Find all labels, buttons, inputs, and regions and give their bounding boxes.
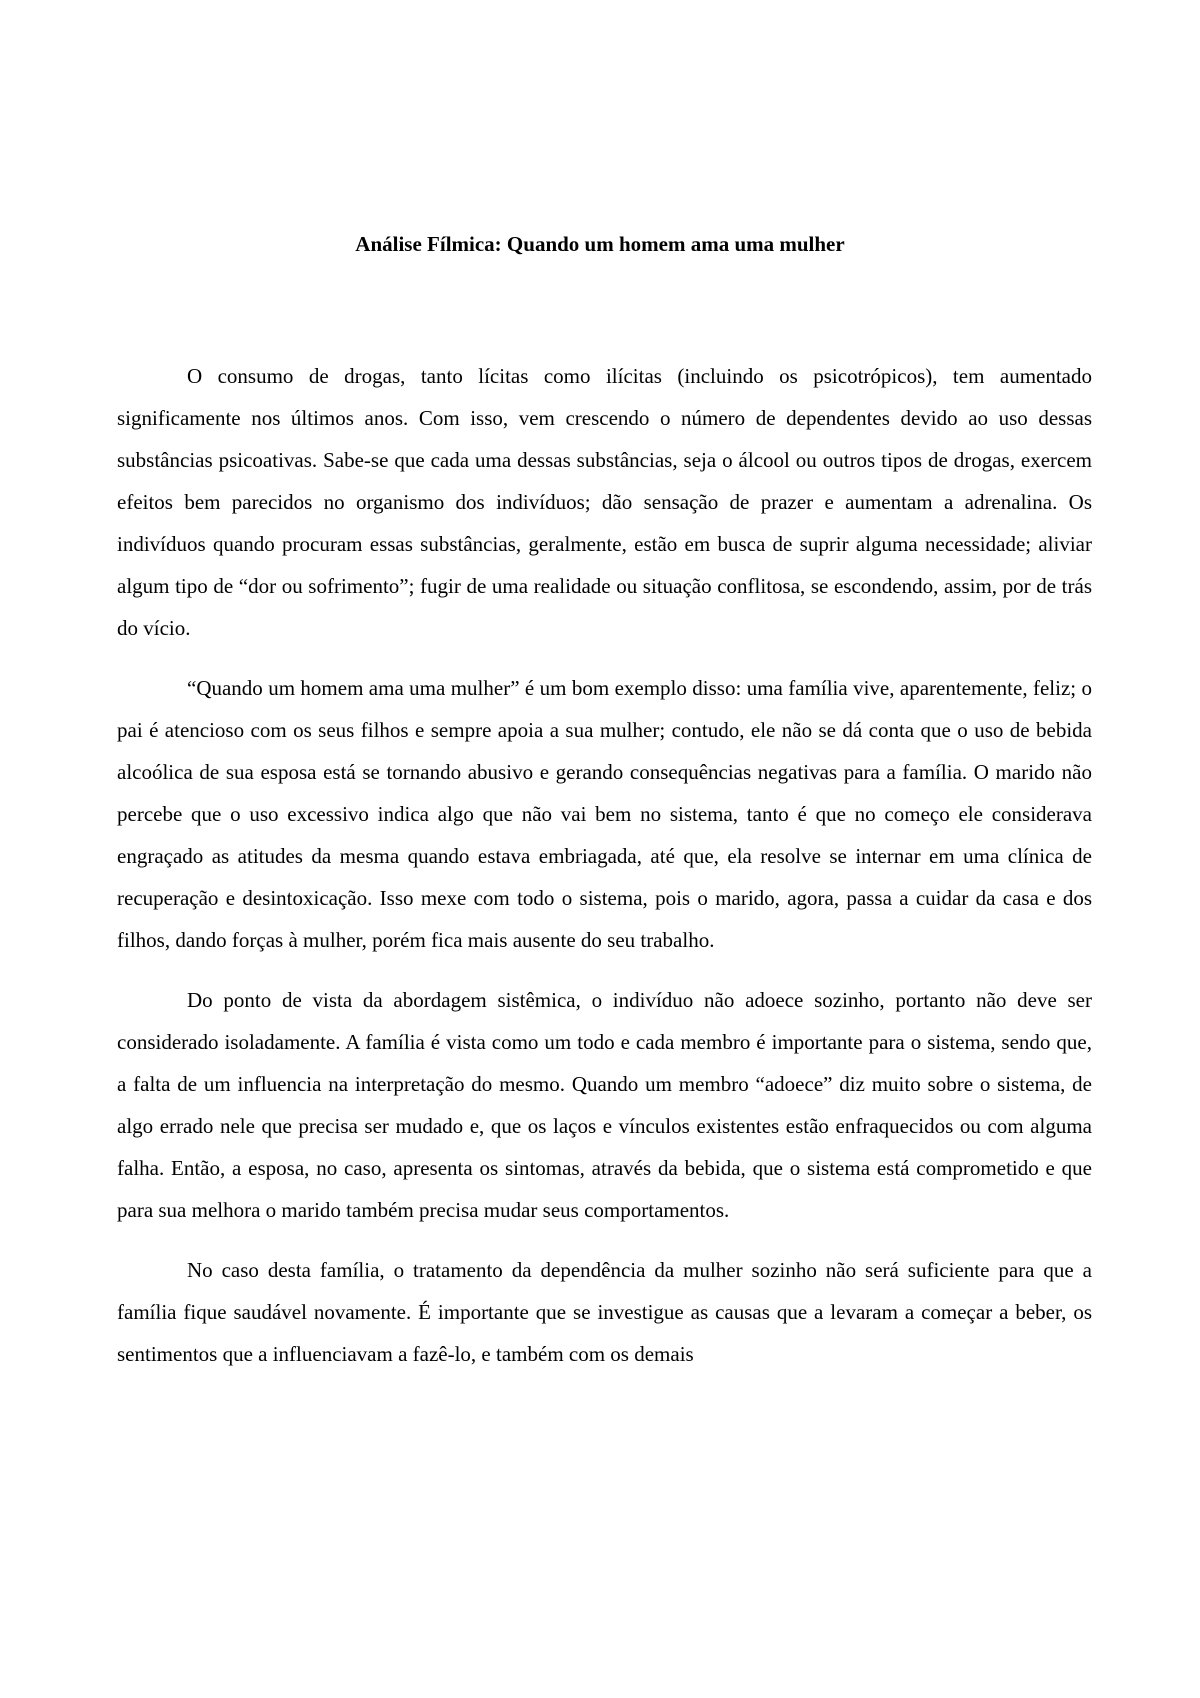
paragraph-1: O consumo de drogas, tanto lícitas como ilícitas (incluindo os psicotrópicos), tem aumentado significamente nos últimos anos. Com isso, vem crescendo o número de dependentes devido ao uso dessas substâncias psicoativas. Sabe-se que cada uma dessas substâncias, seja o álcool ou outros tipos de drogas, exercem efeitos bem parecidos no organismo dos indivíduos; dão sensação de prazer e aumentam a adrenalina. Os indivíduos quando procuram essas substâncias, geralmente, estão em busca de suprir alguma necessidade; aliviar algum tipo de “dor ou sofrimento”; fugir de uma realidade ou situação conflitosa, se escondendo, assim, por de trás do vício. [117, 364, 1092, 640]
paragraph-4: No caso desta família, o tratamento da dependência da mulher sozinho não será suficiente para que a família fique saudável novamente. É importante que se investigue as causas que a levaram a começar a beber, os sentimentos que a influenciavam a fazê-lo, e também com os demais [117, 1258, 1092, 1366]
paragraph-3: Do ponto de vista da abordagem sistêmica, o indivíduo não adoece sozinho, portanto não deve ser considerado isoladamente. A família é vista como um todo e cada membro é importante para o sistema, sendo que, a falta de um influencia na interpretação do mesmo. Quando um membro “adoece” diz muito sobre o sistema, de algo errado nele que precisa ser mudado e, que os laços e vínculos existentes estão enfraquecidos ou com alguma falha. Então, a esposa, no caso, apresenta os sintomas, através da bebida, que o sistema está comprometido e que para sua melhora o marido também precisa mudar seus comportamentos. [117, 988, 1092, 1222]
paragraph-2: “Quando um homem ama uma mulher” é um bom exemplo disso: uma família vive, aparentemente, feliz; o pai é atencioso com os seus filhos e sempre apoia a sua mulher; contudo, ele não se dá conta que o uso de bebida alcoólica de sua esposa está se tornando abusivo e gerando consequências negativas para a família. O marido não percebe que o uso excessivo indica algo que não vai bem no sistema, tanto é que no começo ele considerava engraçado as atitudes da mesma quando estava embriagada, até que, ela resolve se internar em uma clínica de recuperação e desintoxicação. Isso mexe com todo o sistema, pois o marido, agora, passa a cuidar da casa e dos filhos, dando forças à mulher, porém fica mais ausente do seu trabalho. [117, 676, 1092, 952]
document-body [117, 355, 1092, 1393]
document-title: Análise Fílmica: Quando um homem ama uma mulher [355, 232, 845, 256]
